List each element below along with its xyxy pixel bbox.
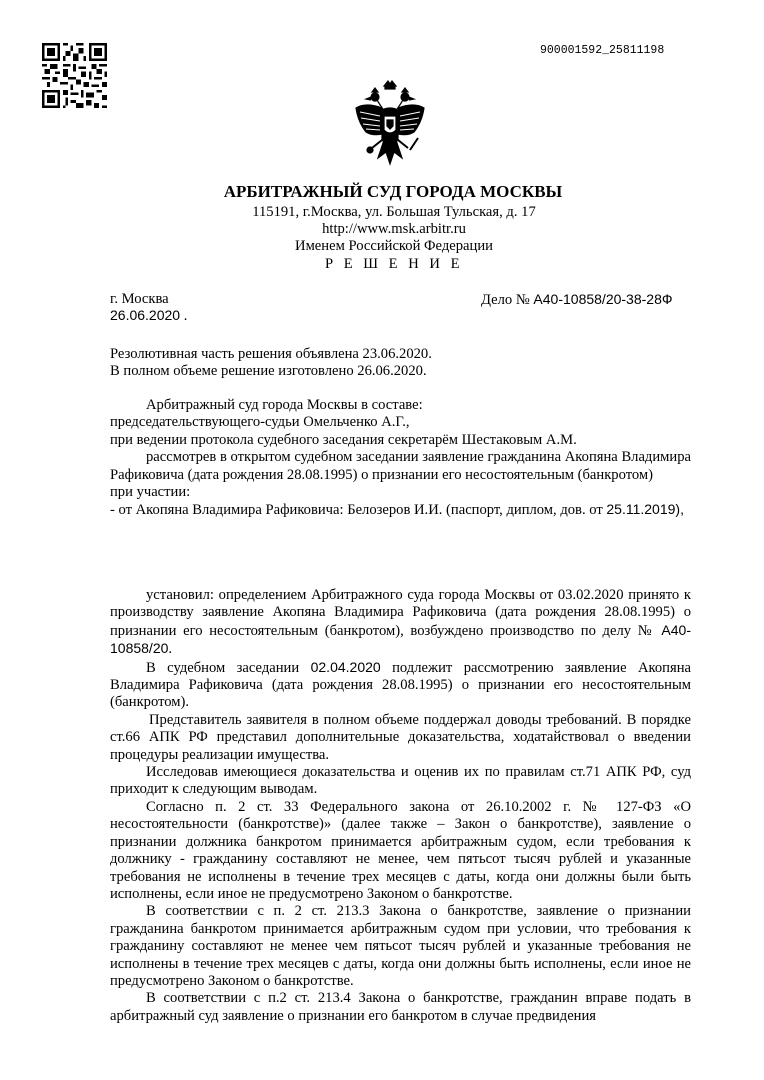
finding-6: В соответствии с п. 2 ст. 213.3 Закона о банкротстве, заявление о признании гражданина банкротом принимается арбитражным судом при условии, что требования к гражданину составляют не менее чем пятьсот тысяч рублей и указанные требования не исполнены в течение трех месяцев с даты, когда они должны быть исполнены, если иное не предусмотрено Законом о банкротстве. — [110, 903, 691, 989]
decision-date: 26.06.2020 — [110, 307, 181, 323]
decision-date-suffix: . — [180, 308, 188, 324]
finding-2 — [110, 659, 691, 712]
finding-2-start: В судебном заседании — [146, 659, 311, 676]
composition-block — [110, 397, 691, 520]
decision-title: Р Е Ш Е Н И Е — [324, 256, 464, 272]
findings-block — [110, 587, 691, 1025]
case-label: Дело № — [481, 292, 534, 308]
secretary-line: при ведении протокола судебного заседания секретарём Шестаковым А.М. — [110, 431, 577, 448]
finding-3: Представитель заявителя в полном объеме поддержал доводы требований. В порядке ст.66 АПК РФ представил дополнительные доказательства, ходатайствовал о введении процедуры реализации имущества. — [110, 711, 691, 763]
document-id: 900001592_25811198 — [540, 44, 665, 57]
finding-4: Исследовав имеющиеся доказательства и оценив их по правилам ст.71 АПК РФ, суд приходит к следующим выводам. — [110, 764, 691, 798]
case-number: А40-10858/20-38-28Ф — [533, 291, 673, 307]
finding-1-case: А40-10858/20 — [110, 621, 691, 657]
court-address: 115191, г.Москва, ул. Большая Тульская, д. 17 — [252, 204, 536, 220]
case-number-line — [481, 291, 673, 309]
finding-7: В соответствии с п.2 ст. 213.4 Закона о банкротстве, гражданин вправе подать в арбитражный суд заявление о признании его банкротом в случае предвидения — [110, 990, 691, 1024]
on-behalf-line: Именем Российской Федерации — [295, 238, 493, 254]
participant-line — [110, 501, 691, 519]
consideration-paragraph: рассмотрев в открытом судебном заседании заявление гражданина Акопяна Владимира Рафиковича (дата рождения 28.08.1995) о признании его несостоятельным (банкротом) — [110, 449, 691, 483]
participation-label: при участии: — [110, 484, 191, 501]
participant-text: - от Акопяна Владимира Рафиковича: Белозеров И.И. (паспорт, диплом, дов. от — [110, 502, 607, 519]
presiding-judge: председательствующего-судьи Омельченко А.Г., — [110, 414, 410, 431]
qr-code-icon — [42, 43, 107, 108]
finding-2-date: 02.04.2020 — [310, 658, 381, 675]
finding-1-end: . — [168, 641, 173, 658]
finding-1-text: установил: определением Арбитражного суда города Москвы от 03.02.2020 принято к производству заявление Акопяна Владимира Рафиковича (дата рождения 28.08.1995) о признании его несостоятельным (банкротом), возбуждено производство по делу № — [110, 587, 691, 639]
finding-2-rest: подлежит рассмотрению заявление Акопяна Владимира Рафиковича (дата рождения 28.08.1995) о признании его несостоятельным (банкротом). — [110, 659, 691, 711]
city: г. Москва — [110, 291, 169, 307]
finding-5: Согласно п. 2 ст. 33 Федерального закона от 26.10.2002 г. № 127-ФЗ «О несостоятельности (банкротстве)» (далее также – Закон о банкротстве), заявление о признании должника банкротом принимается арбитражным судом, если требования к должнику - гражданину составляют не менее, чем пятьсот тысяч рублей и указанные требования не исполнены в течение трех месяцев с даты, когда они должны были быть исполнены, если иное не предусмотрено Законом о банкротстве. — [110, 798, 691, 902]
court-website: http://www.msk.arbitr.ru — [322, 221, 466, 237]
composition-intro: Арбитражный суд города Москвы в составе: — [146, 397, 423, 413]
finding-1 — [110, 587, 691, 659]
announcement-line-2: В полном объеме решение изготовлено 26.06.2020. — [110, 363, 427, 379]
double-headed-eagle-emblem-icon — [352, 78, 428, 174]
announcement-line-1: Резолютивная часть решения объявлена 23.06.2020. — [110, 346, 432, 362]
power-of-attorney-date: 25.11.2019), — [606, 501, 684, 518]
decision-date-line — [110, 307, 187, 325]
court-name: АРБИТРАЖНЫЙ СУД ГОРОДА МОСКВЫ — [223, 182, 563, 201]
